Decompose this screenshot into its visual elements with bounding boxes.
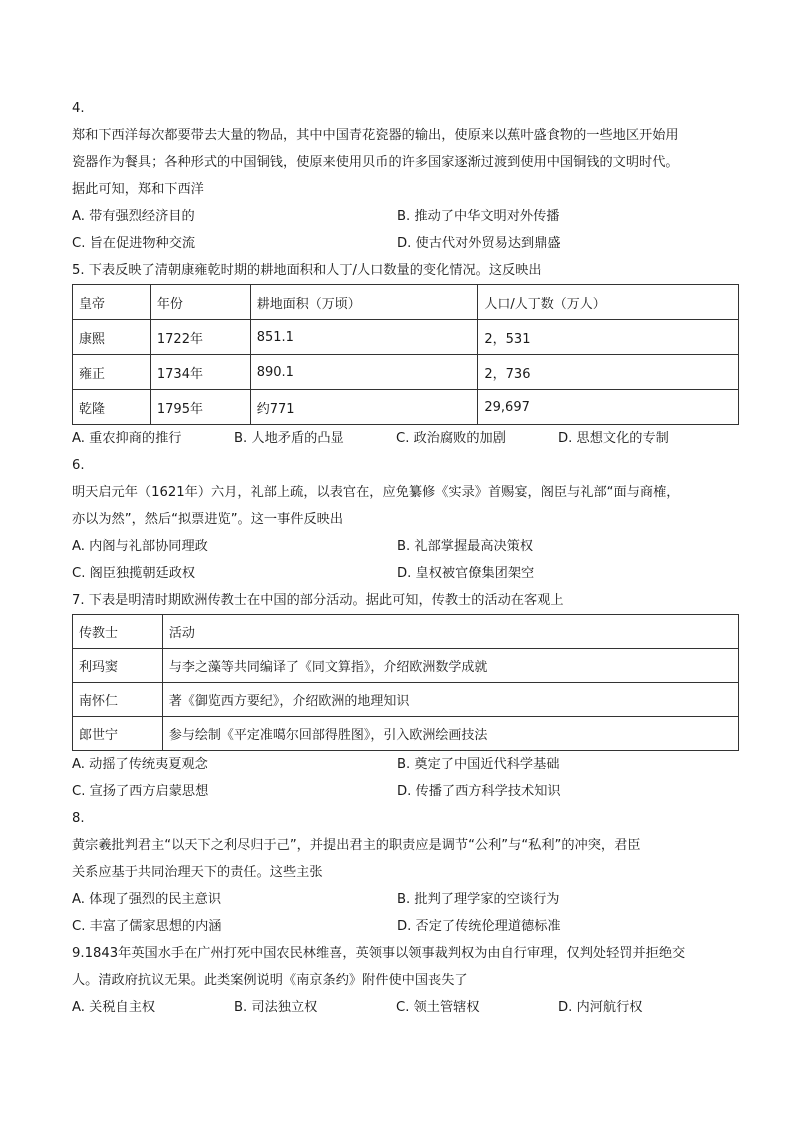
options-row [72,778,739,805]
table-row [73,390,739,425]
options-row [72,230,739,257]
option-b[interactable]: B. 奠定了中国近代科学基础 [397,757,560,772]
table-row [73,717,739,751]
question-stem-line: 明天启元年（1621年）六月，礼部上疏，以表官在，应免纂修《实录》首赐宴，阁臣与礼部“面与商榷， [72,485,680,500]
question-number: 8. [72,811,85,826]
table-cell: 康熙 [73,320,151,355]
table-cell: 1734年 [150,355,250,390]
table-header-row [73,285,739,320]
table-cell: 29,697 [478,390,739,425]
option-d[interactable]: D. 皇权被官僚集团架空 [397,566,535,581]
question-9 [72,940,739,1021]
options-row [72,751,739,778]
question-stem-line: 7. 下表是明清时期欧洲传教士在中国的部分活动。据此可知，传教士的活动在客观上 [72,593,564,608]
option-a[interactable]: A. 带有强烈经济目的 [72,209,195,224]
table-cell: 2，736 [478,355,739,390]
option-b[interactable]: B. 司法独立权 [234,1000,318,1015]
data-table [72,614,739,751]
question-number: 4. [72,101,85,116]
table-row [73,355,739,390]
table-cell: 2，531 [478,320,739,355]
option-c[interactable]: C. 领土管辖权 [396,1000,480,1015]
table-header-cell: 耕地面积（万顷） [250,285,478,320]
table-row [73,683,739,717]
exam-page [72,95,739,1021]
question-8 [72,805,739,940]
table-cell: 雍正 [73,355,151,390]
table-header-cell: 传教士 [73,615,163,649]
question-stem-line: 亦以为然”，然后“拟票进览”。这一事件反映出 [72,512,344,527]
table-row [73,649,739,683]
option-c[interactable]: C. 政治腐败的加剧 [396,431,506,446]
options-row [72,913,739,940]
question-stem-line: 黄宗羲批判君主“以天下之利尽归于己”，并提出君主的职责应是调节“公利”与“私利”的冲突，君臣 [72,838,641,853]
option-d[interactable]: D. 否定了传统伦理道德标准 [397,919,561,934]
table-cell: 著《御览西方要纪》，介绍欧洲的地理知识 [162,683,738,717]
option-b[interactable]: B. 人地矛盾的凸显 [234,431,344,446]
options-row [72,886,739,913]
options-row [72,533,739,560]
option-a[interactable]: A. 关税自主权 [72,1000,156,1015]
table-header-cell: 皇帝 [73,285,151,320]
table-cell: 1795年 [150,390,250,425]
option-c[interactable]: C. 旨在促进物种交流 [72,236,196,251]
question-stem-line: 瓷器作为餐具；各种形式的中国铜钱，使原来使用贝币的许多国家逐渐过渡到使用中国铜钱的文明时代。 [72,155,679,170]
option-a[interactable]: A. 重农抑商的推行 [72,431,182,446]
table-cell: 南怀仁 [73,683,163,717]
option-c[interactable]: C. 阁臣独揽朝廷政权 [72,566,196,581]
question-stem-line: 9.1843年英国水手在广州打死中国农民林维喜，英领事以领事裁判权为由自行审理，仅判处轻罚并拒绝交 [72,946,686,961]
question-7 [72,587,739,805]
option-b[interactable]: B. 批判了理学家的空谈行为 [397,892,560,907]
options-row [72,560,739,587]
option-d[interactable]: D. 传播了西方科学技术知识 [397,784,561,799]
option-a[interactable]: A. 体现了强烈的民主意识 [72,892,222,907]
table-cell: 1722年 [150,320,250,355]
table-cell: 约771 [250,390,478,425]
table-cell: 参与绘制《平定准噶尔回部得胜图》，引入欧洲绘画技法 [162,717,738,751]
question-stem-line: 5. 下表反映了清朝康雍乾时期的耕地面积和人丁/人口数量的变化情况。这反映出 [72,263,542,278]
question-stem-line: 人。清政府抗议无果。此类案例说明《南京条约》附件使中国丧失了 [72,973,468,988]
option-a[interactable]: A. 动摇了传统夷夏观念 [72,757,208,772]
option-b[interactable]: B. 推动了中华文明对外传播 [397,209,560,224]
option-c[interactable]: C. 宣扬了西方启蒙思想 [72,784,209,799]
question-stem-line: 据此可知，郑和下西洋 [72,182,204,197]
options-row [72,994,739,1021]
option-c[interactable]: C. 丰富了儒家思想的内涵 [72,919,222,934]
table-cell: 乾隆 [73,390,151,425]
question-stem-line: 关系应基于共同治理天下的责任。这些主张 [72,865,323,880]
question-6 [72,452,739,587]
table-cell: 851.1 [250,320,478,355]
option-a[interactable]: A. 内阁与礼部协同理政 [72,539,208,554]
table-header-row [73,615,739,649]
question-stem-line: 郑和下西洋每次都要带去大量的物品，其中中国青花瓷器的输出，使原来以蕉叶盛食物的一些地区开始用 [72,128,679,143]
table-cell: 890.1 [250,355,478,390]
data-table [72,284,739,425]
option-d[interactable]: D. 内河航行权 [558,1000,643,1015]
table-cell: 郎世宁 [73,717,163,751]
options-row [72,425,739,452]
options-row [72,203,739,230]
option-d[interactable]: D. 使古代对外贸易达到鼎盛 [397,236,561,251]
question-5 [72,257,739,452]
table-header-cell: 人口/人丁数（万人） [478,285,739,320]
question-4 [72,95,739,257]
table-header-cell: 年份 [150,285,250,320]
question-number: 6. [72,458,85,473]
table-cell: 利玛窦 [73,649,163,683]
option-d[interactable]: D. 思想文化的专制 [558,431,669,446]
table-header-cell: 活动 [162,615,738,649]
table-row [73,320,739,355]
option-b[interactable]: B. 礼部掌握最高决策权 [397,539,534,554]
table-cell: 与李之藻等共同编译了《同文算指》，介绍欧洲数学成就 [162,649,738,683]
